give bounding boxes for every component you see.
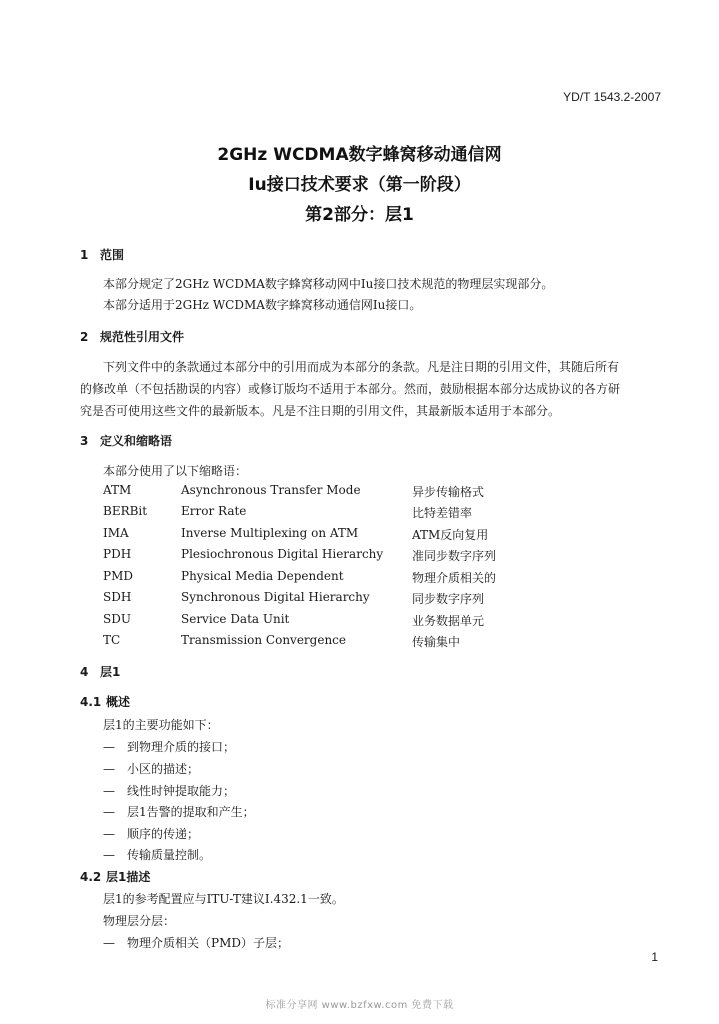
english-term: Synchronous Digital Hierarchy [181,590,370,604]
abbreviation-row [103,504,623,522]
paragraph: 物理层分层： [103,914,176,928]
abbreviation: BERBit [103,504,148,518]
section-title: 规范性引用文件 [100,330,185,344]
section-number: 4 [80,665,89,679]
abbreviation: IMA [103,526,129,540]
section-title: 定义和缩略语 [100,434,173,448]
document-title-line-3: 第2部分：层1 [305,205,414,225]
abbreviation-row [103,483,623,501]
english-term: Service Data Unit [181,612,290,626]
bullet-dash: — [103,827,115,841]
bullet-text: 到物理介质的接口； [127,740,236,754]
footer-watermark: 标准分享网 www.bzfxw.com 免费下载 [265,1000,454,1011]
chinese-term: 传输集中 [412,635,461,649]
abbreviation: PMD [103,569,133,583]
section-number: 1 [80,248,89,262]
english-term: Error Rate [181,504,247,518]
bullet-dash: — [103,784,115,798]
section-4-2-heading [80,868,150,885]
abbreviation-row [103,569,623,587]
chinese-term: 比特差错率 [412,506,473,520]
abbreviation: PDH [103,547,132,561]
bullet-item [103,782,235,799]
abbreviation-row [103,612,623,630]
abbreviation: ATM [103,483,132,497]
bullet-dash: — [103,936,115,950]
section-title: 层1描述 [106,870,151,884]
chinese-term: 物理介质相关的 [412,571,497,585]
bullet-text: 顺序的传递； [127,827,200,841]
english-term: Transmission Convergence [181,633,347,647]
section-number: 2 [80,330,89,344]
section-3-heading [80,432,172,449]
bullet-dash: — [103,805,115,819]
paragraph-line: 的修改单（不包括勘误的内容）或修订版均不适用于本部分。然而，鼓励根据本部分达成协议的各方研 [80,382,621,396]
paragraph: 层1的主要功能如下： [103,718,219,732]
english-term: Inverse Multiplexing on ATM [181,526,359,540]
abbreviation-row [103,526,623,544]
abbreviation-row [103,547,623,565]
bullet-item [103,825,199,842]
bullet-item [103,760,199,777]
section-number: 3 [80,434,89,448]
document-title-line-1: 2GHz WCDMA数字蜂窝移动通信网 [217,145,502,165]
bullet-item [103,803,255,820]
paragraph-line: 究是否可使用这些文件的最新版本。凡是不注日期的引用文件，其最新版本适用于本部分。 [80,404,561,418]
bullet-dash: — [103,740,115,754]
paragraph: 本部分适用于2GHz WCDMA数字蜂窝移动通信网Iu接口。 [103,298,422,312]
section-number: 4.2 [80,870,102,884]
bullet-item [103,846,211,863]
chinese-term: 同步数字序列 [412,592,485,606]
chinese-term: 异步传输格式 [412,485,485,499]
section-1-heading [80,246,124,263]
bullet-dash: — [103,762,115,776]
bullet-item [103,934,289,951]
section-title: 概述 [106,695,131,709]
abbreviation-row [103,590,623,608]
abbreviations-intro: 本部分使用了以下缩略语： [103,464,248,478]
english-term: Plesiochronous Digital Hierarchy [181,547,384,561]
chinese-term: ATM反向复用 [412,528,489,542]
chinese-term: 准同步数字序列 [412,549,497,563]
section-title: 层1 [100,665,121,679]
bullet-text: 线性时钟提取能力； [127,784,236,798]
section-title: 范围 [100,248,125,262]
paragraph: 本部分规定了2GHz WCDMA数字蜂窝移动网中Iu接口技术规范的物理层实现部分。 [103,277,554,291]
bullet-dash: — [103,848,115,862]
bullet-text: 传输质量控制。 [127,848,212,862]
english-term: Asynchronous Transfer Mode [181,483,361,497]
abbreviation: SDH [103,590,132,604]
bullet-item [103,738,235,755]
document-title-line-2: Iu接口技术要求（第一阶段） [248,175,471,195]
section-number: 4.1 [80,695,102,709]
abbreviation: SDU [103,612,131,626]
paragraph-line: 下列文件中的条款通过本部分中的引用而成为本部分的条款。凡是注日期的引用文件，其随后所有 [103,360,620,374]
page-number: 1 [651,950,658,964]
section-4-heading [80,663,120,680]
english-term: Physical Media Dependent [181,569,344,583]
bullet-text: 层1告警的提取和产生； [127,805,255,819]
abbreviation: TC [103,633,121,647]
bullet-text: 物理介质相关（PMD）子层； [127,936,289,950]
bullet-text: 小区的描述； [127,762,200,776]
paragraph: 层1的参考配置应与ITU-T建议I.432.1一致。 [103,892,344,906]
section-2-heading [80,328,184,345]
standard-code: YD/T 1543.2-2007 [563,90,661,104]
chinese-term: 业务数据单元 [412,614,485,628]
section-4-1-heading [80,693,130,710]
abbreviation-row [103,633,623,651]
